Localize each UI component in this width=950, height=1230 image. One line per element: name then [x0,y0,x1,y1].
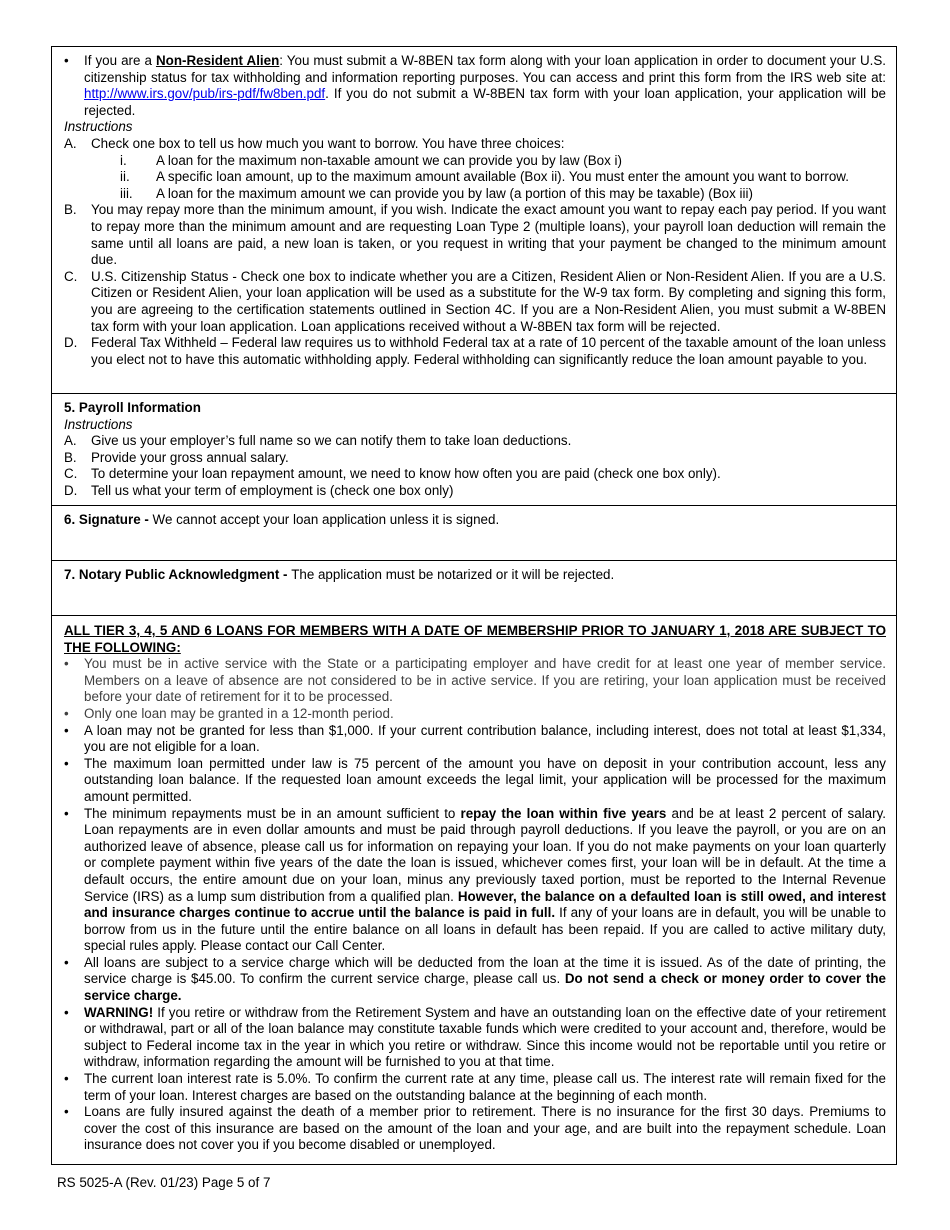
instruction-b: B. You may repay more than the minimum amount, if you wish. Indicate the exact amount you want to repay each pay period. If you want to repay more than the minimum amount and are requesting Loan Type 2 (multiple loans), your payroll loan deduction will remain the same until all loans are paid, a new loan is taken, or you request in writing that your payment be changed to the minimum amount due. [64,202,886,268]
section-6-signature [51,505,897,560]
page-footer: RS 5025-A (Rev. 01/23) Page 5 of 7 [57,1175,271,1190]
payroll-item-a: A. Give us your employer’s full name so we can notify them to take loan deductions. [64,433,572,449]
tier-loans-section [51,615,897,1165]
instructions-label: Instructions [64,416,133,432]
tier-bullet-maximum-loan: • The maximum loan permitted under law is 75 percent of the amount you have on deposit in your contribution account, less any outstanding loan balance. If the requested loan amount exceeds the legal limit, your application will be processed for the maximum amount permitted. [64,756,886,806]
instruction-d: D. Federal Tax Withheld – Federal law requires us to withhold Federal tax at a rate of 10 percent of the taxable amount of the loan unless you elect not to have this automatic withholding apply. Federal withholding can significantly reduce the loan amount payable to you. [64,335,886,367]
payroll-item-c: C. To determine your loan repayment amount, we need to know how often you are paid (check one box only). [64,466,721,482]
instruction-a: A. Check one box to tell us how much you want to borrow. You have three choices: [64,135,565,151]
signature-note: 6. Signature - We cannot accept your loan application unless it is signed. [64,512,500,527]
choice-iii: iii. A loan for the maximum amount we can provide you by law (a portion of this may be taxable) (Box iii) [120,185,753,201]
instruction-c: C. U.S. Citizenship Status - Check one box to indicate whether you are a Citizen, Resident Alien or Non-Resident Alien. If you are a U.S. Citizen or Resident Alien, your loan application will be used as a substitute for the W-9 tax form. By completing and signing this form, you are agreeing to the certification statements outlined in Section 4C. If you are a Non-Resident Alien, you must submit a W-8BEN tax form with your loan application. Loan applications received without a W-8BEN tax form will be rejected. [64,268,886,334]
notary-note: 7. Notary Public Acknowledgment - The application must be notarized or it will be rejected. [64,567,615,582]
tier-heading: ALL TIER 3, 4, 5 AND 6 LOANS FOR MEMBERS WITH A DATE OF MEMBERSHIP PRIOR TO JANUARY 1, 2018 ARE SUBJECT TO THE FOLLOWING: [64,623,886,655]
section-7-notary [51,560,897,615]
tier-bullet-minimum-loan: • A loan may not be granted for less than $1,000. If your current contribution balance, including interest, does not total at least $1,334, you are not eligible for a loan. [64,723,886,756]
payroll-item-b: B. Provide your gross annual salary. [64,449,289,465]
section-title: 6. Signature - [64,512,153,527]
section-title: 7. Notary Public Acknowledgment - [64,567,292,582]
payroll-item-d: D. Tell us what your term of employment is (check one box only) [64,482,454,498]
tier-bullet-warning: • WARNING! If you retire or withdraw from the Retirement System and have an outstanding loan on the effective date of your retirement or withdrawal, part or all of the loan balance may constitute taxable funds which were credited to your account and, therefore, would be subject to Federal income tax in the year in which you retire or withdraw. Since this income would not be reportable until you retire or withdraw, information regarding the amount will be furnished to you at that time. [64,1005,886,1071]
tier-bullet-repayments: • The minimum repayments must be in an amount sufficient to repay the loan within five years and be at least 2 percent of salary. Loan repayments are in even dollar amounts and must be paid through payroll deductions. If you leave the payroll, or you are on an authorized leave of absence, please call us for information on repaying your loan. If you do not make payments on your loan quarterly or complete payment within five years of the date the loan is issued, whichever comes first, your loan will be in default. At the time a default occurs, the entire amount due on your loan, minus any previously taxed portion, must be reported to the Internal Revenue Service (IRS) as a lump sum distribution from a qualified plan. However, the balance on a defaulted loan is still owed, and interest and insurance charges continue to accrue until the balance is paid in full. If any of your loans are in default, you will be unable to borrow from us in the future until the entire balance on all loans in default has been repaid. If you are called to active military duty, special rules apply. Please contact our Call Center. [64,806,886,955]
tier-bullet-active-service: • You must be in active service with the State or a participating employer and have credit for at least one year of member service. Members on a leave of absence are not considered to be in active service. If you are retiring, your loan application must be received before your date of retirement for it to be processed. [64,656,886,706]
tier-bullet-one-loan: • Only one loan may be granted in a 12-month period. [64,706,886,723]
tier-bullet-interest-rate: • The current loan interest rate is 5.0%. To confirm the current rate at any time, please call us. The interest rate will remain fixed for the term of your loan. Interest charges are based on the outstanding balance at the beginning of each month. [64,1071,886,1104]
instructions-label: Instructions [64,119,133,135]
choice-ii: ii. A specific loan amount, up to the maximum amount available (Box ii). You must enter the amount you want to borrow. [120,169,849,185]
non-resident-alien-note: • If you are a Non-Resident Alien: You must submit a W-8BEN tax form along with your loan application in order to document your U.S. citizenship status for tax withholding and information reporting purposes. You can access and print this form from the IRS web site at: http://www.irs.gov/pub/irs-pdf/fw8ben.pdf. If you do not submit a W-8BEN tax form with your loan application, your application will be rejected. [64,53,886,119]
irs-w8ben-link[interactable]: http://www.irs.gov/pub/irs-pdf/fw8ben.pdf [84,86,326,102]
tier-bullet-service-charge: • All loans are subject to a service charge which will be deducted from the loan at the time it is issued. As of the date of printing, the service charge is $45.00. To confirm the current service charge, please call us. Do not send a check or money order to cover the service charge. [64,955,886,1005]
section-title: 5. Payroll Information [64,400,201,415]
tier-bullet-insurance: • Loans are fully insured against the death of a member prior to retirement. There is no insurance for the first 30 days. Premiums to cover the cost of this insurance are based on the amount of the loan and your age, and are built into the repayment schedule. Loan insurance does not cover you if you become disabled or unemployed. [64,1104,886,1154]
non-resident-alien-term: Non-Resident Alien [155,53,280,68]
choice-i: i. A loan for the maximum non-taxable amount we can provide you by law (Box i) [120,152,622,168]
section-5-payroll [51,393,897,505]
section-4-continued [51,46,897,393]
